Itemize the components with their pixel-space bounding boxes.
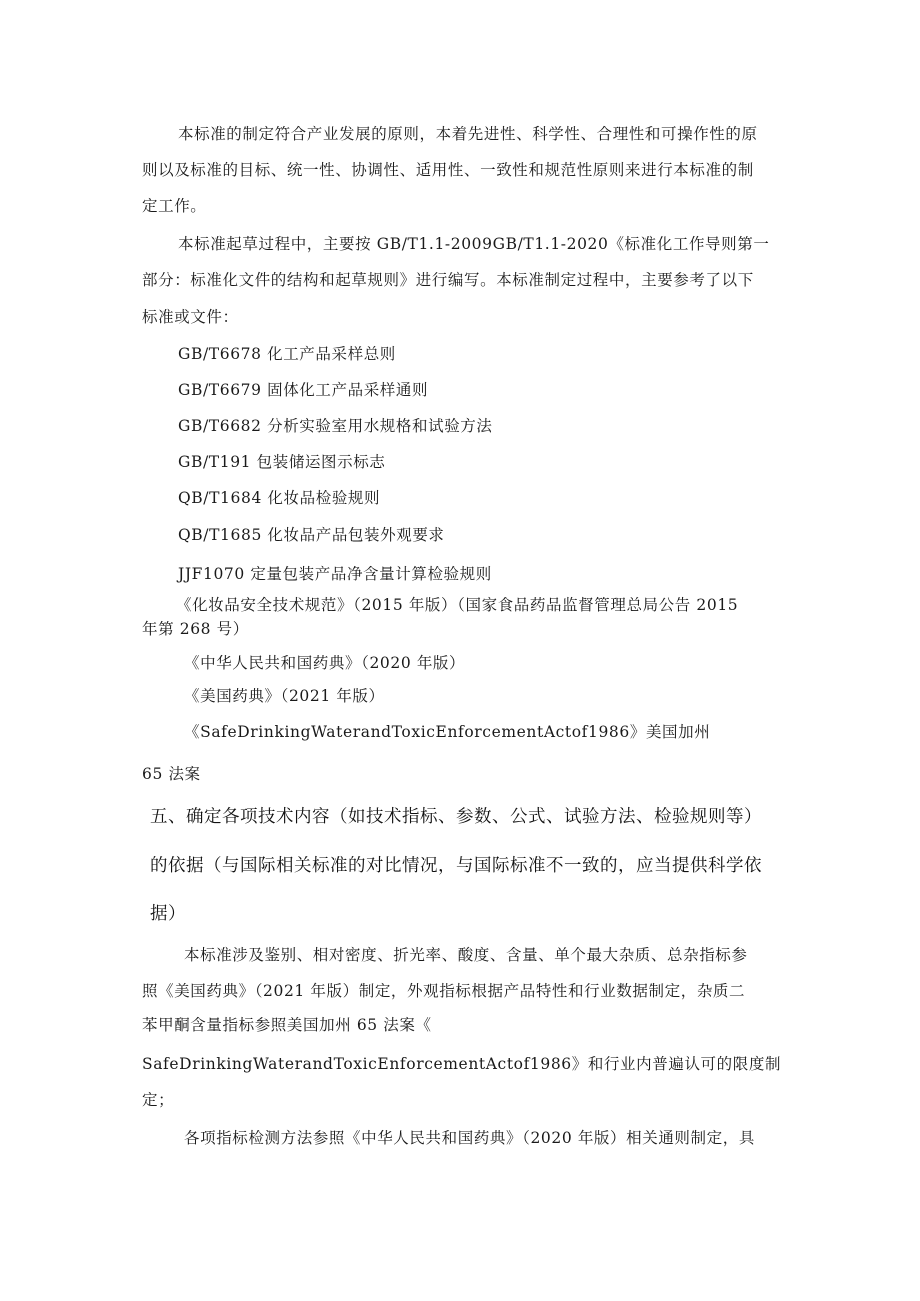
- paragraph-2-line-3: 标准或文件：: [142, 308, 239, 326]
- section-5-paragraph-1-line-5: 定；: [142, 1091, 175, 1109]
- reference-item: QB/T1685 化妆品产品包装外观要求: [178, 526, 445, 544]
- reference-prop65-line-1: 《SafeDrinkingWaterandToxicEnforcementActof1986》美国加州: [184, 723, 711, 741]
- section-5-paragraph-2-line-1: 各项指标检测方法参照《中华人民共和国药典》（2020 年版）相关通则制定，具: [184, 1129, 755, 1147]
- reference-cosmetics-line-1: 《化妆品安全技术规范》（2015 年版）（国家食品药品监督管理总局公告 2015: [176, 596, 739, 614]
- reference-item: GB/T6679 固体化工产品采样通则: [178, 381, 429, 399]
- paragraph-1-line-2: 则以及标准的目标、统一性、协调性、适用性、一致性和规范性原则来进行本标准的制: [142, 161, 754, 179]
- section-5-paragraph-1-line-2: 照《美国药典》（2021 年版）制定，外观指标根据产品特性和行业数据制定，杂质二: [142, 982, 746, 1000]
- reference-prop65-line-2: 65 法案: [142, 765, 201, 783]
- section-5-heading-line-1: 五、确定各项技术内容（如技术指标、参数、公式、试验方法、检验规则等）: [150, 807, 762, 827]
- reference-item: GB/T6678 化工产品采样总则: [178, 345, 396, 363]
- reference-item: GB/T6682 分析实验室用水规格和试验方法: [178, 417, 493, 435]
- section-5-heading-line-3: 据）: [150, 904, 186, 924]
- reference-chp: 《中华人民共和国药典》（2020 年版）: [184, 654, 466, 672]
- reference-usp: 《美国药典》（2021 年版）: [184, 687, 385, 705]
- paragraph-1-line-3: 定工作。: [142, 197, 207, 215]
- paragraph-1-line-1: 本标准的制定符合产业发展的原则，本着先进性、科学性、合理性和可操作性的原: [178, 125, 758, 143]
- reference-item: GB/T191 包装储运图示标志: [178, 453, 386, 471]
- paragraph-2-line-2: 部分：标准化文件的结构和起草规则》进行编写。本标准制定过程中，主要参考了以下: [142, 271, 754, 289]
- reference-item: JJF1070 定量包装产品净含量计算检验规则: [178, 565, 492, 583]
- section-5-heading-line-2: 的依据（与国际相关标准的对比情况，与国际标准不一致的，应当提供科学依: [150, 856, 762, 876]
- reference-item: QB/T1684 化妆品检验规则: [178, 489, 381, 507]
- section-5-paragraph-1-line-1: 本标准涉及鉴别、相对密度、折光率、酸度、含量、单个最大杂质、总杂指标参: [184, 946, 748, 964]
- section-5-paragraph-1-line-4: SafeDrinkingWaterandToxicEnforcementActof1986》和行业内普遍认可的限度制: [142, 1055, 782, 1073]
- reference-cosmetics-line-2: 年第 268 号）: [142, 620, 249, 638]
- paragraph-2-line-1: 本标准起草过程中，主要按 GB/T1.1-2009GB/T1.1-2020《标准化工作导则第一: [178, 235, 770, 253]
- section-5-paragraph-1-line-3: 苯甲酮含量指标参照美国加州 65 法案《: [142, 1016, 432, 1034]
